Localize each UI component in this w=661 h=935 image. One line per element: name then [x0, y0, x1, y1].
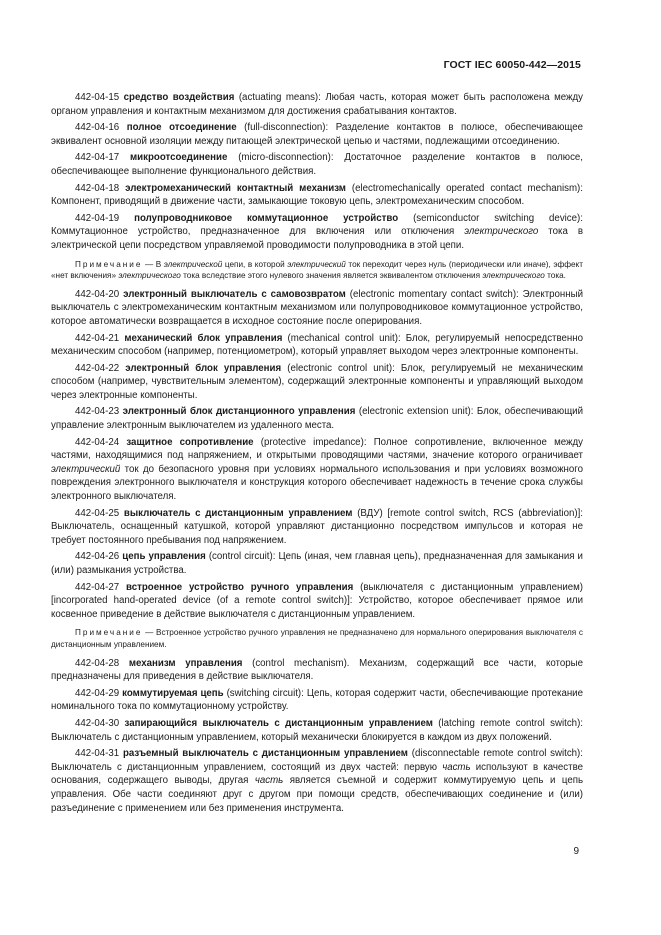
- definition-text: : Блок, обеспечивающий управление электронным выключателем из удаленного места.: [51, 406, 583, 432]
- term-number: 442-04-15: [75, 92, 120, 103]
- note-paragraph: [51, 627, 583, 650]
- term-english: (electronic extension unit): [358, 406, 471, 418]
- term-entry: [51, 507, 583, 548]
- definition-text: : Достаточное разделение контактов в полюсе, обеспечивающее выполнение функционального действия.: [51, 152, 583, 177]
- definition-text: : Цепь, которая содержит части, обеспечивающие протекание номинального тока по коммутационному устройству.: [51, 687, 583, 713]
- definition-text: цепи, в которой: [222, 259, 288, 269]
- term-name: механизм управления: [128, 657, 243, 669]
- term-entry: [51, 747, 583, 815]
- term-name: встроенное устройство ручного управления: [126, 581, 354, 593]
- term-name: защитное сопротивление: [126, 436, 254, 448]
- emphasis-text: часть: [254, 775, 284, 787]
- term-number: 442-04-29: [75, 687, 120, 699]
- term-english: (disconnectable remote control switch): [411, 748, 581, 760]
- definition-text: : Выключатель с дистанционным управлением, состоящий из двух частей: первую: [51, 748, 583, 773]
- definition-text: . Механизм, содержащий все части, которые предназначены для приведения в действие выключателя.: [51, 657, 583, 683]
- definition-text: тока в электрической цепи посредством управляемой проводимости полупроводника в этой цепи.: [51, 226, 583, 251]
- emphasis-text: электрический: [51, 463, 121, 475]
- term-entry: [51, 91, 583, 118]
- emphasis-text: электрический: [287, 259, 346, 269]
- term-english: (switching circuit): [226, 687, 302, 699]
- term-entry: [51, 288, 583, 329]
- term-entry: [51, 212, 583, 253]
- definition-text: : Любая часть, которая может быть расположена между органом управления и контактным механизмом для достижения срабатывания контактов.: [51, 92, 583, 117]
- term-name: полупроводниковое коммутационное устройство: [134, 212, 399, 224]
- term-english: (control mechanism): [252, 657, 347, 669]
- definition-text: является съемной и содержит коммутируемую цепь и цепь управления. Обе части соединяют друг с другом при помощи средств, обеспечивающих соединение и (или) разъединение с применением или без применения инструмента.: [51, 775, 583, 814]
- term-number: 442-04-19: [75, 212, 120, 224]
- term-name: электромеханический контактный механизм: [125, 182, 346, 194]
- emphasis-text: электрической: [163, 259, 223, 269]
- definition-text: : Выключатель с дистанционным управлением, который механически блокируется в каждом из двух положений.: [51, 717, 583, 743]
- term-number: 442-04-21: [75, 332, 120, 344]
- term-name: микроотсоединение: [130, 152, 228, 164]
- term-english: (ВДУ) [remote control switch, RCS (abbreviation)]: [357, 507, 581, 519]
- definition-text: — В: [142, 259, 164, 269]
- term-number: 442-04-28: [75, 657, 120, 669]
- term-number: 442-04-24: [75, 436, 120, 448]
- definition-text: ток до безопасного уровня при условиях нормального использования и при условиях возможного повреждения электронного выключателя и конструкция которого обеспечивает надежность в течение срока службы электронного выключателя.: [51, 463, 583, 503]
- definition-text: : Полное сопротивление, включенное между частями, находящимися под напряжением, и открытыми проводящими частями, значение которого ограничивает: [51, 436, 584, 462]
- term-english: (actuating means): [238, 92, 319, 103]
- term-entry: [51, 717, 583, 744]
- term-number: 442-04-17: [75, 152, 120, 164]
- emphasis-text: электрического: [464, 226, 539, 238]
- term-entry: [51, 362, 583, 403]
- term-english: (micro-disconnection): [238, 152, 331, 164]
- definition-text: : Блок, регулируемый не механическим способом (например, чувствительным элементом), содержащий электронные компоненты и управляющий выходом через электронные компоненты.: [51, 362, 583, 401]
- term-number: 442-04-31: [75, 748, 120, 760]
- terms-body: [51, 91, 583, 815]
- term-name: электронный блок дистанционного управления: [122, 406, 356, 418]
- term-english: (mechanical control unit): [287, 332, 398, 344]
- term-english: (latching remote control switch): [438, 717, 581, 729]
- term-english: (full-disconnection): [244, 122, 326, 134]
- term-english: (electromechanically operated contact mechanism): [351, 182, 581, 194]
- term-entry: [51, 657, 583, 684]
- term-name: цепь управления: [122, 551, 206, 563]
- emphasis-text: часть: [442, 761, 471, 773]
- term-name: коммутируемая цепь: [122, 687, 224, 699]
- term-english: (electronic control unit): [287, 362, 393, 374]
- term-name: выключатель с дистанционным управлением: [123, 507, 353, 519]
- term-entry: [51, 332, 583, 359]
- term-english: (выключателя с дистанционным управлением) [incorporated hand-operated device (of a remote control switch)]: [51, 581, 584, 607]
- definition-text: : Устройство, которое обеспечивает прямое или косвенное приведение в действие выключателя с дистанционным управлением.: [51, 595, 584, 620]
- term-entry: [51, 581, 583, 622]
- term-english: (semiconductor switching device): [413, 212, 581, 224]
- term-entry: [51, 687, 583, 714]
- term-number: 442-04-27: [75, 581, 120, 593]
- term-english: (control circuit): [208, 551, 273, 563]
- term-number: 442-04-18: [75, 182, 120, 194]
- definition-text: : Компонент, приводящий в движение части, замыкающие токовую цепь, электромеханическим способом.: [51, 182, 583, 208]
- emphasis-text: электрического: [482, 271, 545, 281]
- term-number: 442-04-30: [75, 717, 120, 729]
- definition-text: : Электронный выключатель с электромеханическим контактным механизмом или полупроводниковое коммутационное устройство, которое автоматически возвращается в исходное состояние после оперирования.: [51, 288, 583, 327]
- page-number: 9: [573, 846, 579, 857]
- term-name: электронный блок управления: [125, 362, 282, 374]
- definition-text: тока вследствие этого нулевого значения является эквивалентом отключения: [180, 271, 483, 281]
- term-entry: [51, 436, 583, 504]
- term-number: 442-04-26: [75, 551, 120, 563]
- term-entry: [51, 405, 583, 432]
- standard-header: ГОСТ IEC 60050-442—2015: [443, 59, 581, 71]
- term-english: (protective impedance): [260, 436, 364, 448]
- term-number: 442-04-23: [75, 406, 120, 418]
- definition-text: тока.: [544, 271, 566, 281]
- term-number: 442-04-25: [75, 507, 120, 519]
- definition-text: ток переходит через нуль (периодически или иначе), эффект «нет включения»: [51, 259, 583, 281]
- definition-text: используют в качестве основания, содержащего выводы, другая: [51, 761, 584, 787]
- note-label: Примечание: [75, 628, 143, 638]
- term-name: средство воздействия: [123, 92, 235, 103]
- term-name: электронный выключатель с самовозвратом: [123, 288, 346, 300]
- note-paragraph: [51, 259, 583, 282]
- definition-text: — Встроенное устройство ручного управления не предназначено для нормального оперирования выключателя с дистанционным управлением.: [51, 628, 583, 649]
- note-label: Примечание: [75, 259, 143, 269]
- term-english: (electronic momentary contact switch): [349, 288, 517, 300]
- term-name: разъемный выключатель с дистанционным управлением: [122, 748, 408, 760]
- term-name: полное отсоединение: [126, 122, 237, 134]
- term-name: механический блок управления: [124, 332, 283, 344]
- term-entry: [51, 151, 583, 178]
- definition-text: : Выключатель, оснащенный катушкой, которой управляют дистанционно посредством импульсов и которая не требует постоянного пребывания под напряжением.: [51, 507, 583, 546]
- term-number: 442-04-22: [75, 362, 120, 374]
- term-entry: [51, 550, 583, 577]
- definition-text: : Коммутационное устройство, предназначенное для включения или отключения: [51, 212, 583, 238]
- term-name: запирающийся выключатель с дистанционным управлением: [124, 717, 433, 729]
- term-number: 442-04-16: [75, 122, 120, 134]
- definition-text: : Разделение контактов в полюсе, обеспечивающее эквивалент основной изоляции между питающей электрической цепью и частями, подлежащими отсоединению.: [51, 122, 583, 147]
- term-entry: [51, 121, 583, 148]
- definition-text: : Блок, регулируемый непосредственно механическим способом (например, потенциометром), который управляет выходом через электронные компоненты.: [51, 332, 583, 358]
- term-entry: [51, 182, 583, 209]
- emphasis-text: электрического: [118, 271, 181, 281]
- definition-text: : Цепь (иная, чем главная цепь), предназначенная для замыкания и (или) размыкания устройства.: [51, 551, 583, 576]
- term-number: 442-04-20: [75, 288, 120, 300]
